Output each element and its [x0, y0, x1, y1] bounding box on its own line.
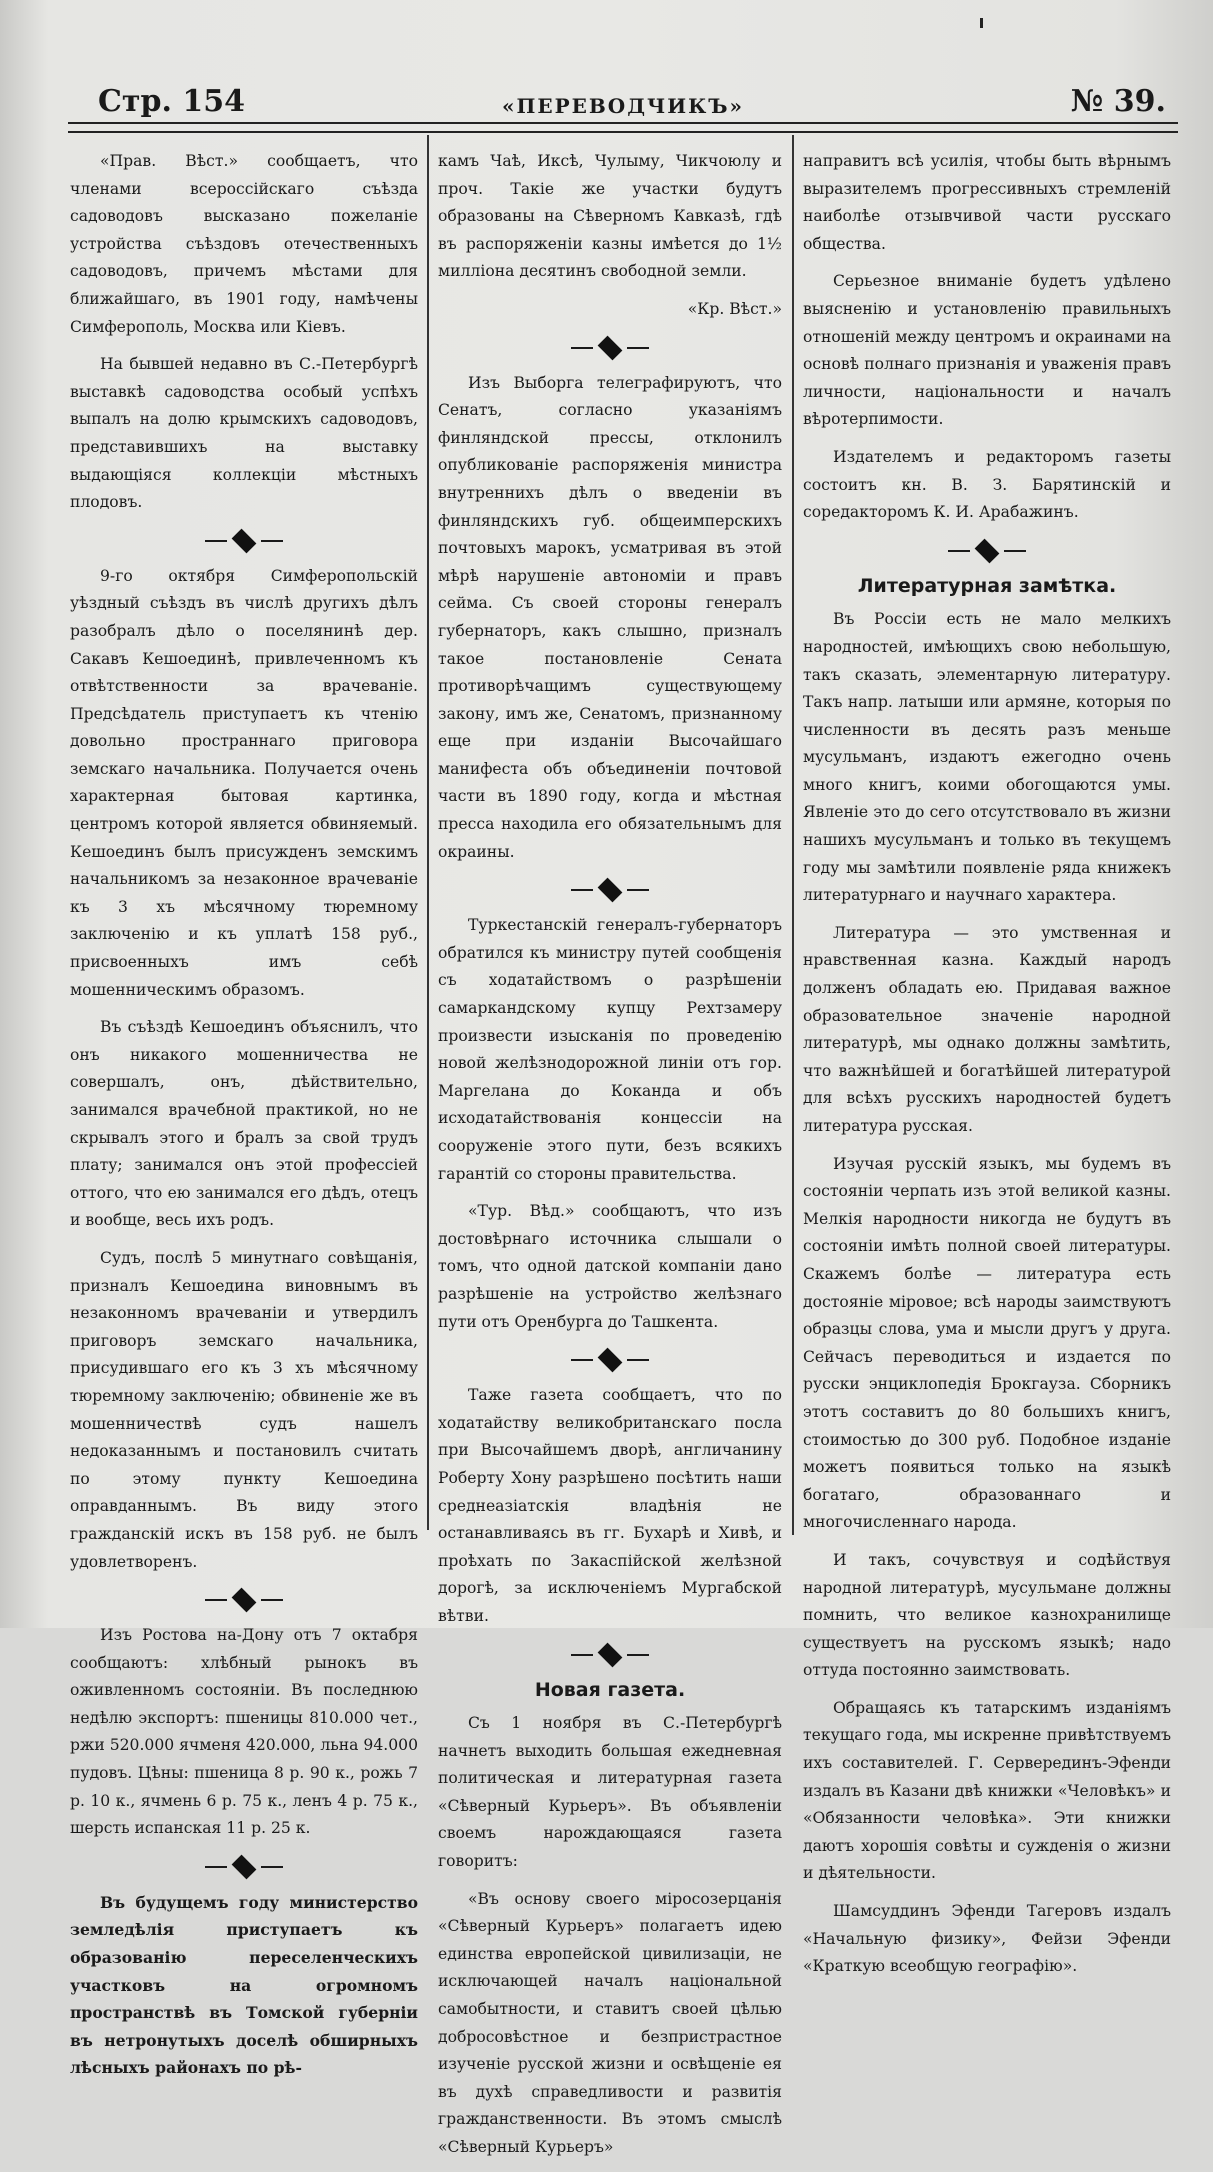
article-paragraph: Шамсуддинъ Эфенди Тагеровъ издалъ «Начальную физику», Фейзи Эфенди «Краткую всеобщую географію».	[803, 1902, 1171, 1976]
article-paragraph: И такъ, сочувствуя и содѣйствуя народной литературѣ, мусульмане должны помнить, что великое казнохранилище существуетъ на русскомъ языкѣ; надо оттуда постоянно заимствовать.	[803, 1550, 1171, 1680]
article-paragraph: Изучая русскій языкъ, мы будемъ въ состояніи черпать изъ этой великой казны. Мелкія народности никогда не будутъ въ состояніи имѣть полной своей литературы. Скажемъ болѣе — литература есть достояніе міровое; всѣ народы заимствуютъ образцы слова, ума и мысли другъ у друга. Сейчасъ переводиться и издается по русски энциклопедія Брокгауза. Сборникъ этотъ составитъ до 80 большихъ книгъ, стоимостью до 300 руб. Подобное изданіе можетъ появиться только на языкѣ богатаго, образованнаго и многочисленнаго народа.	[803, 1154, 1171, 1532]
article-heading: Новая газета.	[534, 1678, 686, 1701]
article-paragraph: Литература — это умственная и нравственная казна. Каждый народъ долженъ обладать ею. Придавая важное образовательное значеніе народной литературѣ, мы однако должны замѣтить, что важнѣйшей и богатѣйшей литературой для всѣхъ русскихъ народностей будетъ литература русская.	[803, 923, 1171, 1135]
article-paragraph: Съ 1 ноября въ С.-Петербургѣ начнетъ выходить большая ежедневная политическая и литературная газета «Сѣверный Курьеръ». Въ объявленіи своемъ нарождающаяся газета говоритъ:	[438, 1714, 782, 1871]
article-paragraph: «Прав. Вѣст.» сообщаетъ, что членами всероссійскаго съѣзда садоводовъ высказано пожеланіе устройства съѣздовъ отечественныхъ садоводовъ, причемъ мѣстами для ближайшаго, въ 1901 году, намѣчены Симферополь, Москва или Кіевъ.	[70, 152, 418, 336]
article-paragraph: На бывшей недавно въ С.-Петербургѣ выставкѣ садоводства особый успѣхъ выпалъ на долю крымскихъ садоводовъ, представившихъ на выставку выдающіяся коллекціи мѣстныхъ плодовъ.	[70, 355, 418, 512]
article-paragraph: 9-го октября Симферопольскій уѣздный съѣздъ въ числѣ другихъ дѣлъ разобралъ дѣло о поселянинѣ дер. Сакавъ Кешоединѣ, привлеченномъ къ отвѣтственности за врачеваніе. Предсѣдатель приступаетъ къ чтенію довольно пространнаго приговора земскаго начальника. Получается очень характерная бытовая картинка, центромъ которой является обвиняемый. Кешоединъ былъ присужденъ земскимъ начальникомъ за незаконное врачеваніе къ 3 хъ мѣсячному тюремному заключенію и къ уплатѣ 158 руб., присвоенныхъ имъ себѣ мошенническимъ образомъ.	[70, 566, 418, 999]
article-paragraph: Въ съѣздѣ Кешоединъ объяснилъ, что онъ никакого мошенничества не совершалъ, онъ, дѣйствительно, занимался врачебной практикой, но не скрывалъ этого и бралъ за свой трудъ плату; занимался онъ этой профессіей оттого, что ею занимался его дѣдъ, отецъ и вообще, весь ихъ родъ.	[70, 1018, 418, 1230]
section-ornament	[438, 876, 782, 904]
article-paragraph: Изъ Выборга телеграфируютъ, что Сенатъ, согласно указаніямъ финляндской прессы, отклонилъ опубликованіе распоряженія министра внутреннихъ дѣлъ о введеніи въ финляндскихъ губ. общеимперскихъ почтовыхъ марокъ, усматривая въ этой мѣрѣ нарушеніе автономіи и правъ сейма. Съ своей стороны генералъ губернаторъ, какъ слышно, призналъ такое постановленіе Сената противорѣчащимъ существующему закону, имъ же, Сенатомъ, признанному еще при изданіи Высочайшаго манифеста объ объединеніи почтовой части въ 1890 году, когда и мѣстная пресса находила его обязательнымъ для окраины.	[438, 373, 782, 861]
section-ornament	[70, 1853, 418, 1881]
page-number: Стр. 154	[98, 84, 245, 119]
article-paragraph: камъ Чаѣ, Иксѣ, Чулыму, Чикчоюлу и проч. Такіе же участки будутъ образованы на Сѣверномъ Кавказѣ, гдѣ въ распоряженіи казны имѣется до 1½ милліона десятинъ свободной земли.	[438, 152, 782, 281]
article-heading: Литературная замѣтка.	[857, 574, 1117, 597]
source-signature: «Кр. Вѣст.»	[687, 299, 782, 318]
article-paragraph: Обращаясь къ татарскимъ изданіямъ текущаго года, мы искренне привѣтствуемъ ихъ составителей. Г. Серверединъ-Эфенди издалъ въ Казани двѣ книжки «Человѣкъ» и «Обязанности человѣка». Эти книжки даютъ хорошія совѣты и сужденія о жизни и дѣятельности.	[803, 1698, 1171, 1883]
section-ornament	[438, 334, 782, 362]
article-paragraph: Туркестанскій генералъ-губернаторъ обратился къ министру путей сообщенія съ ходатайствомъ о разрѣшеніи самаркандскому купцу Рехтзамеру произвести изысканія по проведенію новой желѣзнодорожной линіи отъ гор. Маргелана до Коканда и объ исходатайствованія концессіи на сооруженіе этого пути, безъ всякихъ гарантій со стороны правительства.	[438, 916, 782, 1183]
section-ornament	[70, 1586, 418, 1614]
section-ornament	[438, 1641, 782, 1669]
article-paragraph: «Тур. Вѣд.» сообщаютъ, что изъ достовѣрнаго источника слышали о томъ, что одной датской компаніи дано разрѣшеніе на устройство желѣзнаго пути отъ Оренбурга до Ташкента.	[438, 1202, 782, 1331]
header-rule-top	[68, 122, 1178, 124]
column-2	[438, 148, 782, 2172]
article-paragraph: Въ будущемъ году министерство земледѣлія приступаетъ къ образованію переселенческихъ участковъ на огромномъ пространствѣ въ Томской губерніи въ нетронутыхъ доселѣ обширныхъ лѣсныхъ районахъ по рѣ-	[70, 1892, 418, 2078]
column-divider	[427, 135, 429, 1530]
masthead	[68, 78, 1178, 124]
header-rule-bottom	[68, 131, 1178, 133]
issue-number: № 39.	[1070, 84, 1166, 119]
article-paragraph: Судъ, послѣ 5 минутнаго совѣщанія, призналъ Кешоедина виновнымъ въ незаконномъ врачеваніи и утвердилъ приговоръ земскаго начальника, присудившаго его къ 3 хъ мѣсячному тюремному заключенію; обвиненіе же въ мошенничествѣ судъ нашелъ недоказаннымъ и постановилъ считать по этому пункту Кешоедина оправданнымъ. Въ виду этого гражданскій искъ въ 158 руб. не былъ удовлетворенъ.	[70, 1248, 418, 1571]
article-paragraph: Серьезное вниманіе будетъ удѣлено выясненію и установленію правильныхъ отношеній между центромъ и окраинами на основѣ полнаго признанія и уваженія правъ личности, національности и началъ вѣротерпимости.	[803, 272, 1171, 429]
newspaper-title: «ПЕРЕВОДЧИКЪ»	[501, 94, 744, 118]
article-paragraph: Изъ Ростова на-Дону отъ 7 октабря сообщаютъ: хлѣбный рынокъ въ оживленномъ состояніи. Въ последнюю недѣлю экспортъ: пшеницы 810.000 чет., ржи 520.000 ячменя 420.000, льна 94.000 пудовъ. Цѣны: пшеница 8 р. 90 к., рожь 7 р. 10 к., ячмень 6 р. 75 к., ленъ 4 р. 75 к., шерсть испанская 11 р. 25 к.	[70, 1626, 418, 1838]
scan-speck	[980, 18, 983, 28]
article-paragraph: Издателемъ и редакторомъ газеты состоитъ кн. В. З. Барятинскій и соредакторомъ К. И. Арабажинъ.	[803, 447, 1171, 522]
article-paragraph: Въ Россіи есть не мало мелкихъ народностей, имѣющихъ свою небольшую, такъ сказать, элементарную литературу. Такъ напр. латыши или армяне, которыя по численности въ десять разъ меньше мусульманъ, издаютъ ежегодно очень много книгъ, коими обогощаются умы. Явленіе это до сего отсутствовало въ жизни нашихъ мусульманъ и только въ текущемъ году мы замѣтили появленіе ряда книжекъ литературнаго и научнаго характера.	[803, 610, 1171, 905]
article-paragraph: Таже газета сообщаетъ, что по ходатайству великобританскаго посла при Высочайшемъ дворѣ, англичанину Роберту Хону разрѣшено посѣтить наши среднеазіатскія владѣнія не останавливаясь въ гг. Бухарѣ и Хивѣ, и проѣхать по Закаспійской желѣзной дорогѣ, за исключеніемъ Мургабской вѣтви.	[438, 1386, 782, 1625]
article-paragraph: направитъ всѣ усилія, чтобы быть вѣрнымъ выразителемъ прогрессивныхъ стремленій наиболѣе отзывчивой части русскаго общества.	[803, 152, 1171, 253]
article-paragraph: «Въ основу своего міросозерцанія «Сѣверный Курьеръ» полагаетъ идею единства европейской цивилизаціи, не исключающей началъ національной самобытности, и ставитъ своей цѣлью добросовѣстное и безпристрастное изученіе русской жизни и освѣщеніе ея въ духѣ справедливости и развитія гражданственности. Въ этомъ смыслѣ «Сѣверный Курьеръ»	[438, 1889, 782, 2156]
column-1	[70, 148, 418, 2092]
section-ornament	[438, 1346, 782, 1374]
column-3	[803, 148, 1171, 1991]
section-ornament	[70, 527, 418, 555]
section-ornament	[803, 537, 1171, 565]
column-divider	[792, 135, 794, 1535]
